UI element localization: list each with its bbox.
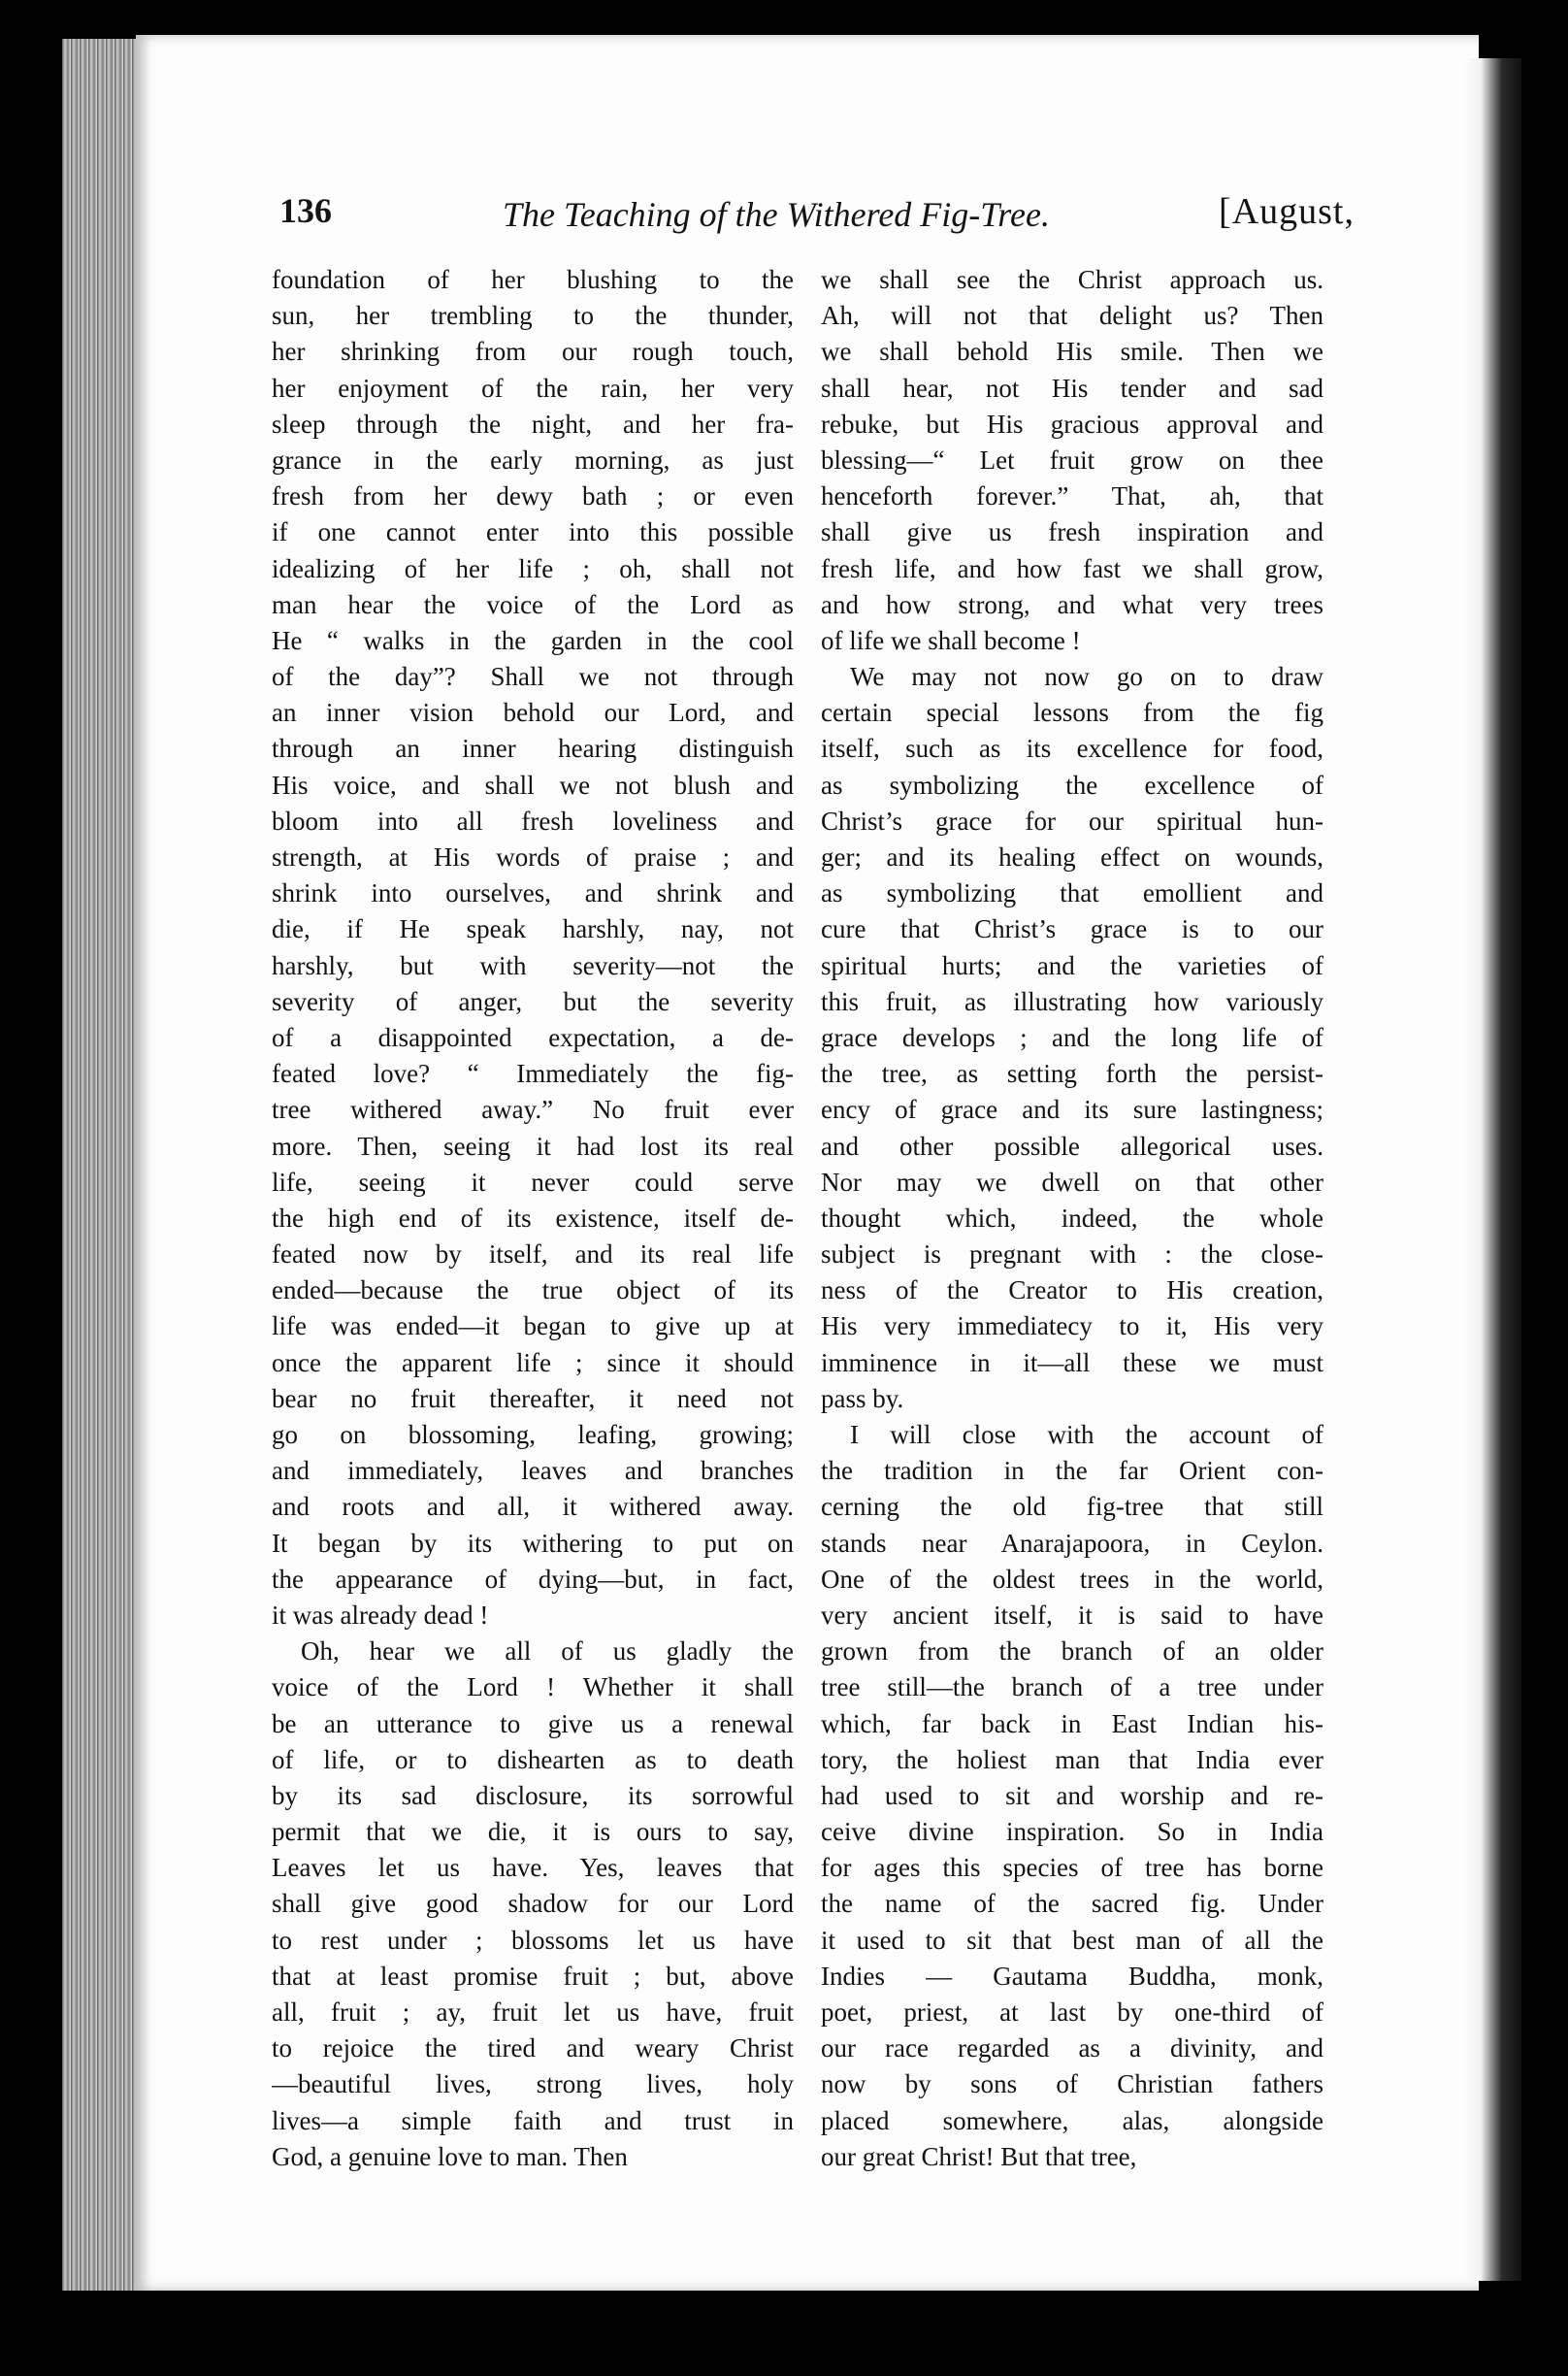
text-line: her enjoyment of the rain, her very: [272, 373, 794, 403]
text-line: grance in the early morning, as just: [272, 445, 794, 475]
text-line: life was ended—it began to give up at: [272, 1311, 794, 1341]
text-line: bear no fruit thereafter, it need not: [272, 1383, 794, 1413]
text-line: by its sad disclosure, its sorrowful: [272, 1780, 794, 1810]
text-line: tree withered away.” No fruit ever: [272, 1095, 794, 1125]
text-line: Nor may we dwell on that other: [821, 1167, 1323, 1197]
text-line: that at least promise fruit ; but, above: [272, 1961, 794, 1991]
running-header: [279, 190, 1355, 248]
text-line: through an inner hearing distinguish: [272, 734, 794, 764]
text-line: as symbolizing that emollient and: [821, 878, 1323, 908]
text-line: grace develops ; and the long life of: [821, 1022, 1323, 1052]
text-line: our race regarded as a divinity, and: [821, 2033, 1323, 2063]
text-line: subject is pregnant with : the close-: [821, 1239, 1323, 1270]
text-line: and roots and all, it withered away.: [272, 1492, 794, 1522]
text-line: harshly, but with severity—not the: [272, 950, 794, 980]
text-line: go on blossoming, leafing, growing;: [272, 1420, 794, 1449]
text-line: and immediately, leaves and branches: [272, 1456, 794, 1486]
text-line: an inner vision behold our Lord, and: [272, 698, 794, 728]
text-line: blessing—“ Let fruit grow on thee: [821, 445, 1323, 475]
text-line: the tree, as setting forth the persist-: [821, 1059, 1323, 1089]
text-line: shall give good shadow for our Lord: [272, 1889, 794, 1919]
text-line: Indies — Gautama Buddha, monk,: [821, 1961, 1323, 1991]
text-line: His very immediatecy to it, His very: [821, 1311, 1323, 1341]
running-title: The Teaching of the Withered Fig-Tree.: [503, 195, 1050, 234]
text-line: ceive divine inspiration. So in India: [821, 1817, 1323, 1847]
text-line: We may not now go on to draw: [850, 662, 1323, 692]
text-line: our great Christ! But that tree,: [821, 2141, 1137, 2171]
text-line: be an utterance to give us a renewal: [272, 1708, 794, 1738]
text-line: once the apparent life ; since it should: [272, 1347, 794, 1377]
text-line: if one cannot enter into this possible: [272, 517, 794, 547]
text-line: had used to sit and worship and re-: [821, 1780, 1323, 1810]
text-line: placed somewhere, alas, alongside: [821, 2105, 1323, 2135]
text-line: we shall see the Christ approach us.: [821, 265, 1323, 294]
text-line: itself, such as its excellence for food,: [821, 734, 1323, 764]
left-text-column: [272, 262, 794, 2175]
text-line: to rejoice the tired and weary Christ: [272, 2033, 794, 2063]
text-line: —beautiful lives, strong lives, holy: [272, 2069, 794, 2099]
text-line: of life, or to dishearten as to death: [272, 1744, 794, 1774]
text-line: more. Then, seeing it had lost its real: [272, 1131, 794, 1161]
text-line: cure that Christ’s grace is to our: [821, 914, 1323, 944]
text-line: poet, priest, at last by one-third of: [821, 1997, 1323, 2027]
text-line: shall hear, not His tender and sad: [821, 373, 1323, 403]
text-line: stands near Anarajapoora, in Ceylon.: [821, 1528, 1323, 1558]
text-line: and other possible allegorical uses.: [821, 1131, 1323, 1161]
text-line: permit that we die, it is ours to say,: [272, 1817, 794, 1847]
text-line: feated now by itself, and its real life: [272, 1239, 794, 1270]
text-line: strength, at His words of praise ; and: [272, 842, 794, 872]
book-gutter-shadow: [1463, 58, 1521, 2281]
text-line: this fruit, as illustrating how variously: [821, 986, 1323, 1016]
text-line: of a disappointed expectation, a de-: [272, 1022, 794, 1052]
text-line: we shall behold His smile. Then we: [821, 337, 1323, 367]
text-line: Leaves let us have. Yes, leaves that: [272, 1853, 794, 1883]
text-line: thought which, indeed, the whole: [821, 1203, 1323, 1233]
running-date: [August,: [1219, 191, 1355, 232]
text-line: ency of grace and its sure lastingness;: [821, 1095, 1323, 1125]
text-line: imminence in it—all these we must: [821, 1347, 1323, 1377]
text-line: to rest under ; blossoms let us have: [272, 1925, 794, 1955]
text-line: now by sons of Christian fathers: [821, 2069, 1323, 2099]
text-line: It began by its withering to put on: [272, 1528, 794, 1558]
text-line: God, a genuine love to man. Then: [272, 2141, 628, 2171]
text-line: lives—a simple faith and trust in: [272, 2105, 794, 2135]
text-line: henceforth forever.” That, ah, that: [821, 481, 1323, 512]
text-line: fresh from her dewy bath ; or even: [272, 481, 794, 512]
text-line: Oh, hear we all of us gladly the: [301, 1636, 794, 1666]
text-line: ness of the Creator to His creation,: [821, 1275, 1323, 1305]
text-line: die, if He speak harshly, nay, not: [272, 914, 794, 944]
text-line: spiritual hurts; and the varieties of: [821, 950, 1323, 980]
text-line: the tradition in the far Orient con-: [821, 1456, 1323, 1486]
text-line: very ancient itself, it is said to have: [821, 1600, 1323, 1630]
book-page-edges: [62, 39, 140, 2291]
text-line: the name of the sacred fig. Under: [821, 1889, 1323, 1919]
text-line: sleep through the night, and her fra-: [272, 409, 794, 439]
text-line: it was already dead !: [272, 1600, 489, 1630]
text-line: One of the oldest trees in the world,: [821, 1564, 1323, 1594]
text-line: of the day”? Shall we not through: [272, 662, 794, 692]
text-line: life, seeing it never could serve: [272, 1167, 794, 1197]
text-line: and how strong, and what very trees: [821, 589, 1323, 619]
text-line: I will close with the account of: [850, 1420, 1323, 1449]
text-line: shrink into ourselves, and shrink and: [272, 878, 794, 908]
text-line: Ah, will not that delight us? Then: [821, 301, 1323, 331]
text-line: as symbolizing the excellence of: [821, 770, 1323, 800]
text-line: the appearance of dying—but, in fact,: [272, 1564, 794, 1594]
text-line: sun, her trembling to the thunder,: [272, 301, 794, 331]
text-line: grown from the branch of an older: [821, 1636, 1323, 1666]
text-line: bloom into all fresh loveliness and: [272, 806, 794, 836]
text-line: the high end of its existence, itself de-: [272, 1203, 794, 1233]
text-line: His voice, and shall we not blush and: [272, 770, 794, 800]
text-line: He “ walks in the garden in the cool: [272, 625, 794, 655]
text-line: voice of the Lord ! Whether it shall: [272, 1672, 794, 1702]
text-line: shall give us fresh inspiration and: [821, 517, 1323, 547]
text-line: feated love? “ Immediately the fig-: [272, 1059, 794, 1089]
text-line: her shrinking from our rough touch,: [272, 337, 794, 367]
text-line: man hear the voice of the Lord as: [272, 589, 794, 619]
text-line: cerning the old fig-tree that still: [821, 1492, 1323, 1522]
text-line: all, fruit ; ay, fruit let us have, fruit: [272, 1997, 794, 2027]
text-line: tree still—the branch of a tree under: [821, 1672, 1323, 1702]
text-line: rebuke, but His gracious approval and: [821, 409, 1323, 439]
right-text-column: [821, 262, 1323, 2175]
text-line: it used to sit that best man of all the: [821, 1925, 1323, 1955]
text-line: which, far back in East Indian his-: [821, 1708, 1323, 1738]
text-line: fresh life, and how fast we shall grow,: [821, 553, 1323, 583]
text-line: severity of anger, but the severity: [272, 986, 794, 1016]
text-line: Christ’s grace for our spiritual hun-: [821, 806, 1323, 836]
text-line: pass by.: [821, 1383, 904, 1413]
text-line: ger; and its healing effect on wounds,: [821, 842, 1323, 872]
page-number: 136: [279, 191, 332, 230]
text-line: of life we shall become !: [821, 625, 1081, 655]
text-line: for ages this species of tree has borne: [821, 1853, 1323, 1883]
text-line: idealizing of her life ; oh, shall not: [272, 553, 794, 583]
text-line: tory, the holiest man that India ever: [821, 1744, 1323, 1774]
text-line: foundation of her blushing to the: [272, 265, 794, 294]
text-line: ended—because the true object of its: [272, 1275, 794, 1305]
text-line: certain special lessons from the fig: [821, 698, 1323, 728]
